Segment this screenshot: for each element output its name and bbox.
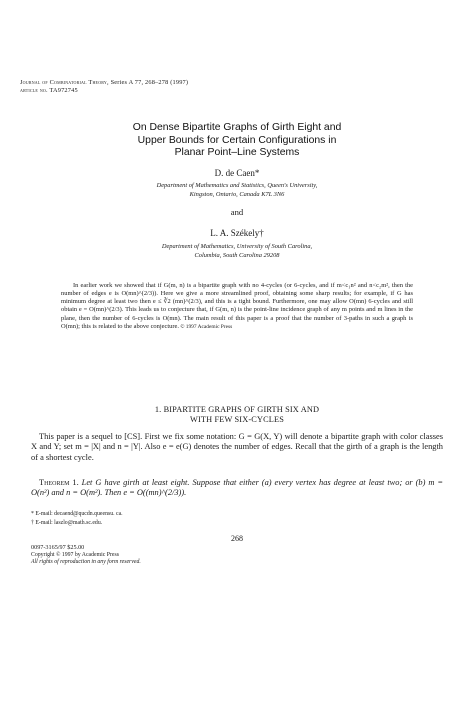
journal-header [20,79,188,95]
abstract [61,282,413,331]
issn-price: 0097-3165/97 $25.00 [31,544,85,551]
journal-name: Journal of Combinatorial Theory [20,79,108,86]
title-line-2: Upper Bounds for Certain Configurations in [137,134,337,146]
footnote-2: † E-mail: laszlo@math.sc.edu. [31,520,103,526]
theorem-label: Theorem 1. [39,478,79,487]
author-conjunction: and [230,207,244,217]
title-line-1: On Dense Bipartite Graphs of Girth Eight and [132,122,342,133]
article-label: article no [20,87,46,94]
section-heading [20,405,454,426]
affiliation-2-line-1: Department of Mathematics, University of South Carolina, [161,243,313,250]
article-number [20,87,188,95]
article-id: . TA972745 [46,87,78,94]
copyright-line: Copyright © 1997 by Academic Press [31,552,119,558]
copyright-block [31,544,141,565]
page-number: 268 [231,534,243,543]
rights-line: All rights of reproduction in any form reserved. [31,558,141,565]
footnote-1: * E-mail: decaend@qucdn.queensu. ca. [31,511,123,517]
title-line-3: Planar Point–Line Systems [174,147,300,159]
journal-citation [20,79,188,87]
abstract-text: In earlier work we showed that if G(m, n) is a bipartite graph with no 4-cycles (or 6-cycles, and if m<c₁n² and n<c₂m², then the number of edges e is O(mn)^(2/3)). Here we give a more streamlined proof, obtaining some sharp results; for example, if G has minimum degree at least two then e ≤ ∛2 (mn)^(2/3), and this is a tight bound. Furthermore, one may allow O(mn) 6-cycles and still obtain e = O(mn)^(2/3). This leads us to conjecture that, if G(m, n) is the point-line incidence graph of any m points and m lines in the plane, then the number of 6-cycles is O(mn). The main result of this paper is a proof that the number of 3-paths in such a graph is O(mn); this is related to the above conjecture. [61,282,413,330]
section-heading-line-2: WITH FEW SIX-CYCLES [190,415,284,425]
paper-title [20,122,454,160]
abstract-copyright: © 1997 Academic Press [178,323,233,330]
journal-volume-pages: , Series A 77, 268–278 (1997) [107,79,189,86]
intro-paragraph: This paper is a sequel to [CS]. First we fix some notation: G = G(X, Y) will denote a bipartite graph with color classes X and Y; set m = |X| and n = |Y|. Also e = e(G) denotes the number of edges. Recall that the girth of a graph is the length of a shortest cycle. [31,432,443,462]
affiliation-1-line-1: Department of Mathematics and Statistics, Queen's University, [156,182,318,189]
author-affiliation-1 [40,182,434,199]
author-affiliation-2 [40,243,434,260]
section-heading-line-1: 1. BIPARTITE GRAPHS OF GIRTH SIX AND [154,405,320,414]
affiliation-1-line-2: Kingston, Ontario, Canada K7L 3N6 [189,190,285,198]
author-name-2: L. A. Székely† [210,228,264,238]
theorem-1 [31,478,443,499]
author-name-1: D. de Caen* [214,168,260,178]
affiliation-2-line-2: Columbia, South Carolina 29208 [194,251,280,259]
theorem-statement: Let G have girth at least eight. Suppose that either (a) every vertex has degree at least two; or (b) m = O(n²) and n = O(m²). Then e = O((mn)^(2/3)). [31,478,444,498]
